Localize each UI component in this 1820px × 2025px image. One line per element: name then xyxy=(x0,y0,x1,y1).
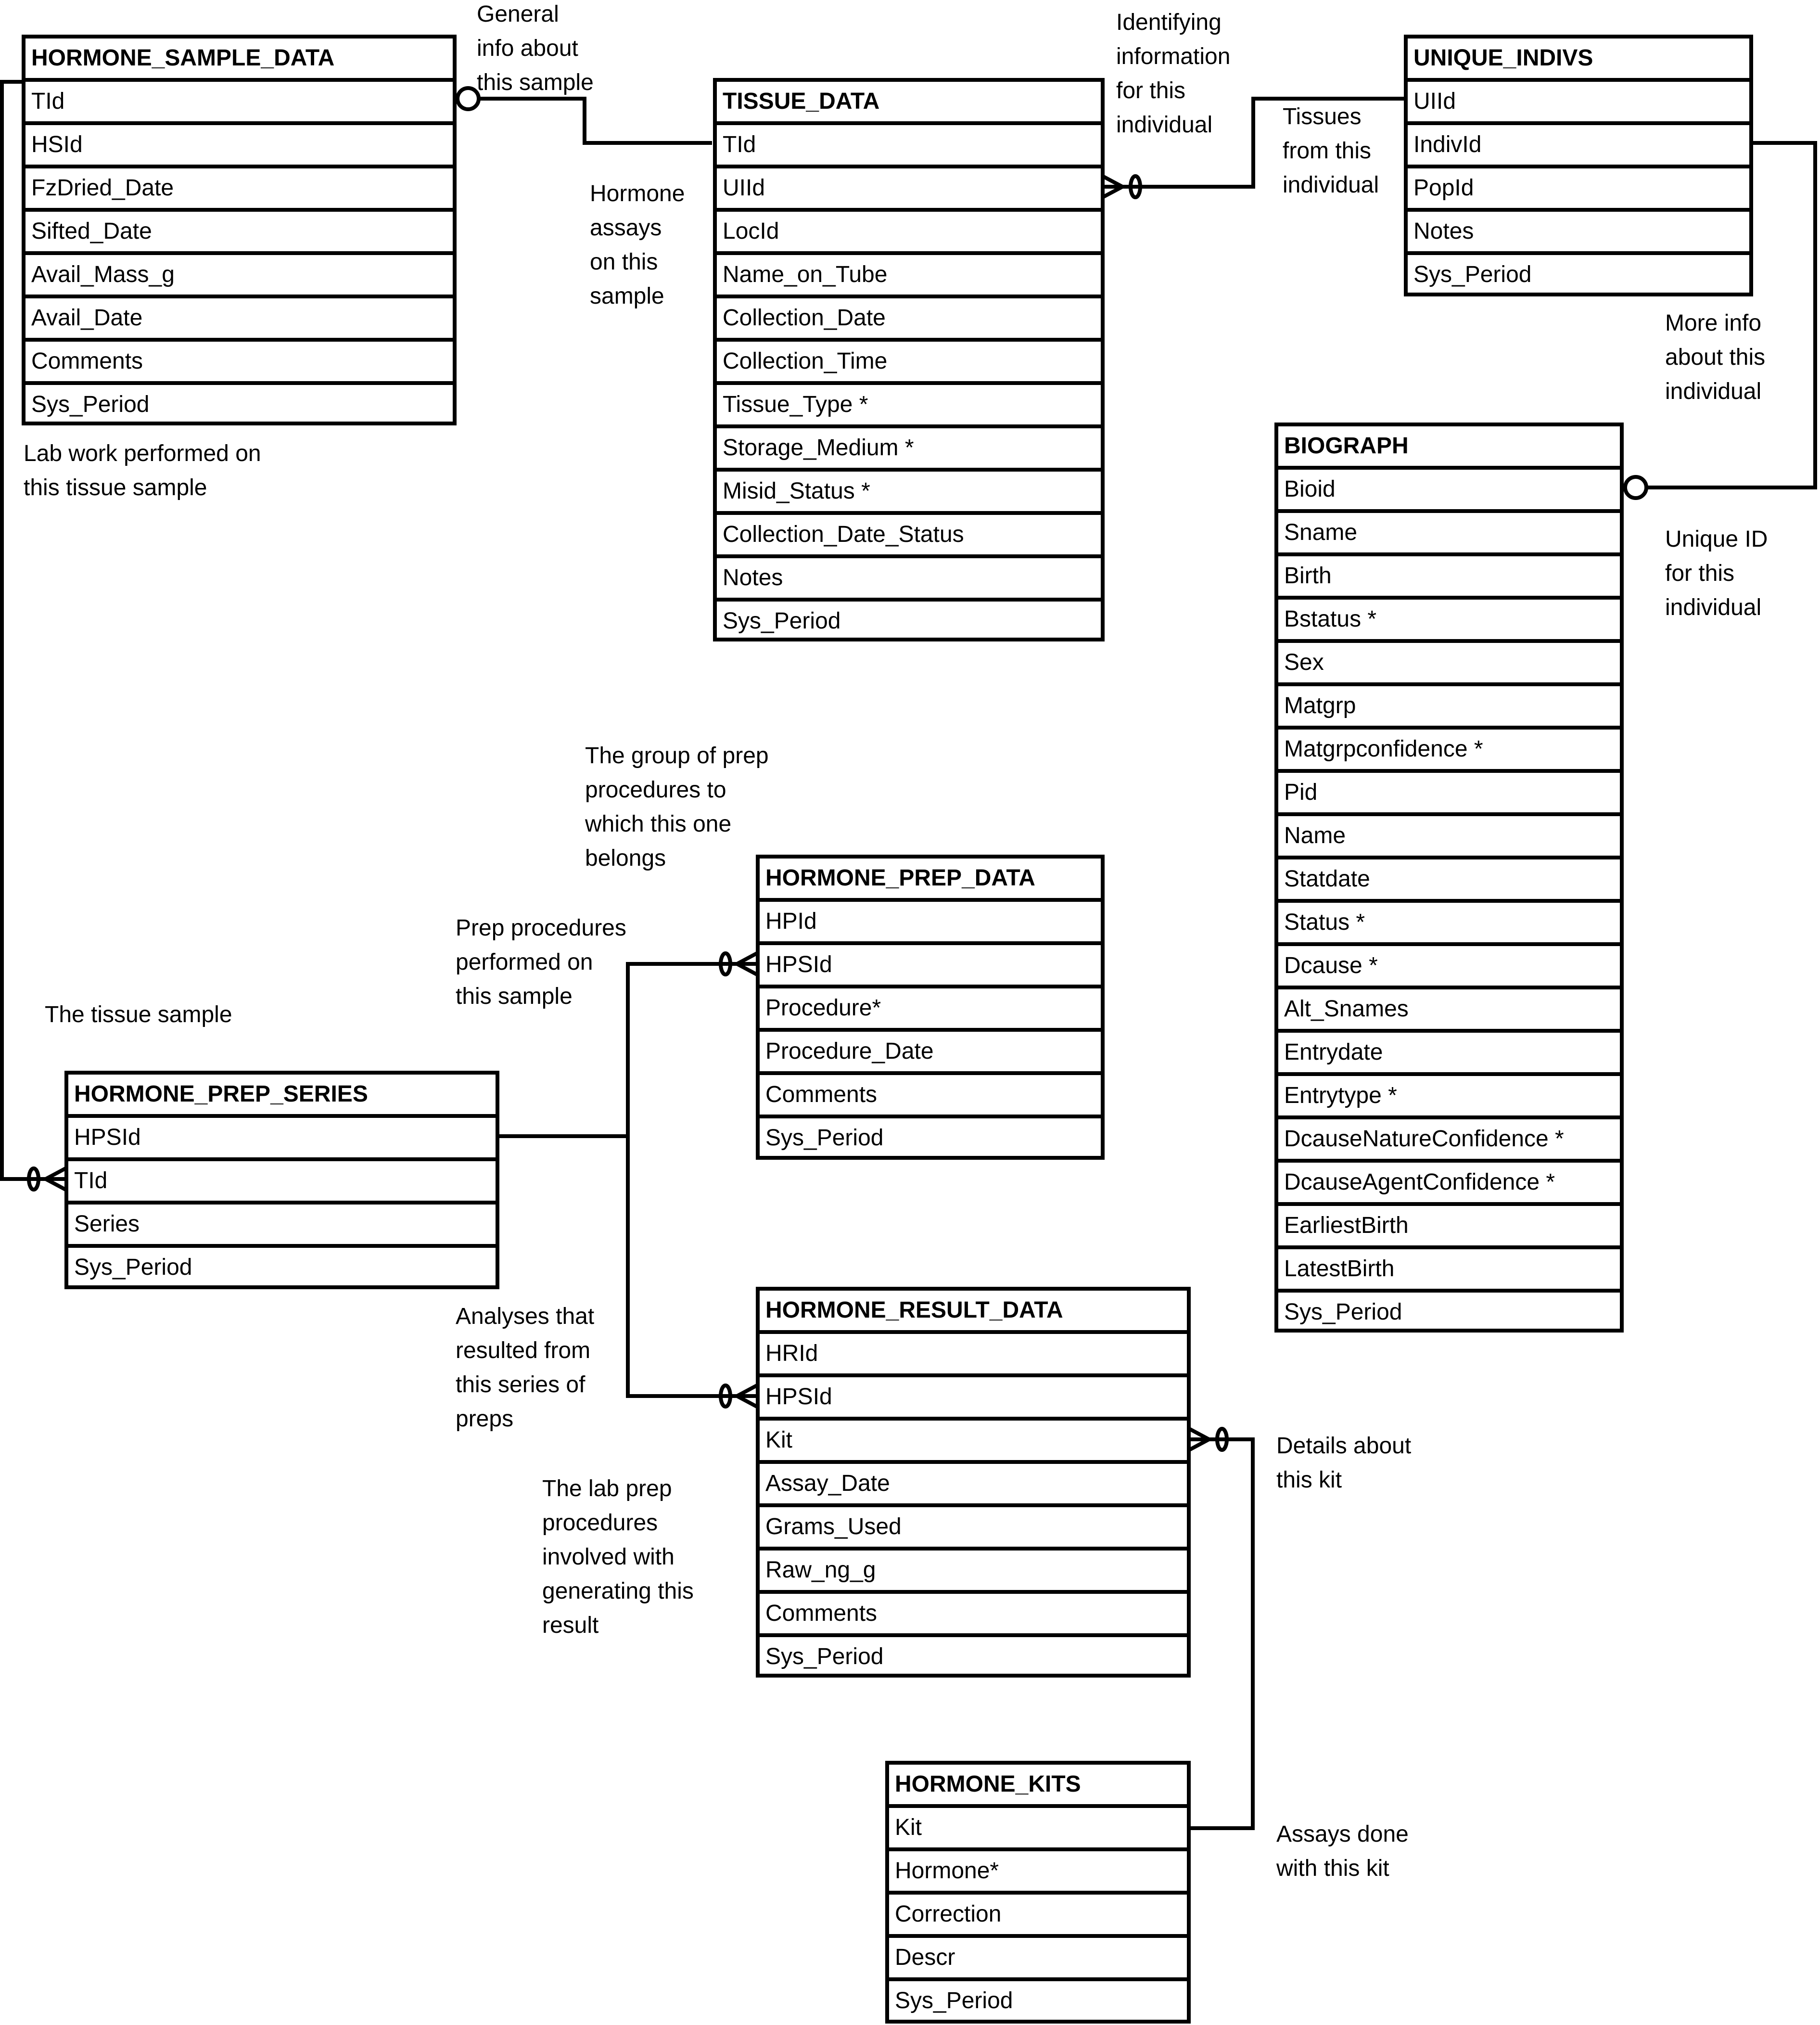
note-line: procedures to xyxy=(585,777,726,803)
field-row: HPSId xyxy=(760,945,1101,988)
field-row: Procedure_Date xyxy=(760,1032,1101,1075)
note-line: with this kit xyxy=(1276,1856,1389,1881)
note-assays-kit xyxy=(1276,1817,1409,1885)
field-row: Tissue_Type * xyxy=(717,385,1101,428)
field-row: Statdate xyxy=(1278,859,1620,903)
note-tissue-sample xyxy=(45,998,232,1032)
field-row: Hormone* xyxy=(889,1851,1187,1895)
field-row: DcauseNatureConfidence * xyxy=(1278,1119,1620,1163)
result-to-kits-line xyxy=(1188,1439,1253,1828)
note-general-info xyxy=(477,0,594,100)
field-row: Bstatus * xyxy=(1278,600,1620,643)
note-line: sample xyxy=(590,283,664,309)
field-row: Matgrp xyxy=(1278,686,1620,730)
series-to-result-line xyxy=(628,1136,758,1396)
note-line: procedures xyxy=(542,1510,658,1536)
field-row: Collection_Time xyxy=(717,342,1101,385)
note-line: for this xyxy=(1116,78,1186,103)
note-line: this sample xyxy=(456,984,573,1009)
note-line: More info xyxy=(1665,310,1762,336)
note-line: Identifying xyxy=(1116,10,1222,35)
entity-hormone-kits xyxy=(885,1761,1191,2024)
field-row: Assay_Date xyxy=(760,1464,1187,1507)
note-line: Tissues xyxy=(1283,104,1362,129)
note-line: about this xyxy=(1665,345,1766,370)
note-lab-prep xyxy=(542,1472,694,1642)
field-row: Misid_Status * xyxy=(717,472,1101,515)
note-line: preps xyxy=(456,1406,514,1432)
field-row: Comments xyxy=(25,342,453,385)
field-row: Series xyxy=(68,1205,496,1248)
note-line: individual xyxy=(1283,172,1379,198)
sample-to-tissue-line xyxy=(479,99,712,143)
note-line: The tissue sample xyxy=(45,1002,232,1027)
note-line: involved with xyxy=(542,1544,675,1570)
note-line: The group of prep xyxy=(585,743,769,769)
field-row: Comments xyxy=(760,1075,1101,1118)
field-row: Sname xyxy=(1278,513,1620,556)
zero-or-one-marker xyxy=(458,88,479,109)
note-unique-id xyxy=(1665,522,1768,625)
note-line: this sample xyxy=(477,70,594,95)
field-row: Sys_Period xyxy=(765,1125,884,1151)
entity-hormone-sample-data xyxy=(22,35,457,425)
field-row: Name_on_Tube xyxy=(717,255,1101,298)
note-line: information xyxy=(1116,44,1231,69)
entity-title: UNIQUE_INDIVS xyxy=(1408,38,1749,82)
field-row: Bioid xyxy=(1278,470,1620,513)
field-row: Procedure* xyxy=(760,988,1101,1032)
field-row: Dcause * xyxy=(1278,946,1620,989)
field-row: LatestBirth xyxy=(1278,1249,1620,1293)
entity-hormone-prep-series xyxy=(64,1071,499,1289)
note-line: belongs xyxy=(585,846,666,871)
note-line: Analyses that xyxy=(456,1304,595,1329)
field-row: UIId xyxy=(717,168,1101,212)
field-row: Sex xyxy=(1278,643,1620,686)
field-row: HSId xyxy=(25,125,453,168)
field-row: HRId xyxy=(760,1334,1187,1377)
entity-title: HORMONE_RESULT_DATA xyxy=(760,1291,1187,1334)
field-row: Alt_Snames xyxy=(1278,989,1620,1033)
field-row: TId xyxy=(717,125,1101,168)
field-row: Matgrpconfidence * xyxy=(1278,730,1620,773)
entity-hormone-result-data xyxy=(756,1287,1191,1678)
note-analyses xyxy=(456,1299,594,1436)
note-tissues-from xyxy=(1283,100,1379,202)
field-row: Raw_ng_g xyxy=(760,1551,1187,1594)
note-more-info xyxy=(1665,306,1765,409)
note-group-of-prep xyxy=(585,739,769,875)
entity-tissue-data xyxy=(713,78,1105,641)
field-row: HPSId xyxy=(760,1377,1187,1421)
entity-unique-indivs xyxy=(1404,35,1753,296)
field-row: Grams_Used xyxy=(760,1507,1187,1551)
field-row: PopId xyxy=(1408,168,1749,212)
field-row: Entrytype * xyxy=(1278,1076,1620,1119)
note-lab-work xyxy=(24,436,261,505)
entity-title: HORMONE_SAMPLE_DATA xyxy=(25,38,453,82)
field-row: Kit xyxy=(760,1421,1187,1464)
note-prep-procedures xyxy=(456,911,626,1013)
field-row: Comments xyxy=(760,1594,1187,1637)
field-row: Pid xyxy=(1278,773,1620,816)
field-row: Notes xyxy=(1408,212,1749,255)
note-line: for this xyxy=(1665,561,1735,586)
field-row: Sys_Period xyxy=(31,392,150,417)
field-row: Status * xyxy=(1278,903,1620,946)
note-line: individual xyxy=(1116,112,1213,138)
field-row: HPId xyxy=(760,902,1101,945)
field-row: Avail_Date xyxy=(25,298,453,342)
note-line: General xyxy=(477,1,559,27)
note-line: Unique ID xyxy=(1665,526,1768,552)
note-details-kit xyxy=(1276,1429,1411,1497)
note-identifying-info xyxy=(1116,5,1230,142)
note-line: this tissue sample xyxy=(24,475,207,500)
note-line: result xyxy=(542,1613,599,1638)
field-row: UIId xyxy=(1408,82,1749,125)
field-row: LocId xyxy=(717,212,1101,255)
field-row: Sys_Period xyxy=(74,1255,192,1280)
entity-title: HORMONE_KITS xyxy=(889,1765,1187,1808)
entity-title: HORMONE_PREP_DATA xyxy=(760,859,1101,902)
note-line: performed on xyxy=(456,949,593,975)
field-row: HPSId xyxy=(68,1118,496,1161)
note-line: which this one xyxy=(585,811,732,837)
note-line: from this xyxy=(1283,138,1372,164)
field-row: Collection_Date_Status xyxy=(717,515,1101,558)
note-line: assays xyxy=(590,215,662,241)
entity-biograph xyxy=(1274,423,1624,1333)
entity-title: HORMONE_PREP_SERIES xyxy=(68,1075,496,1118)
field-row: Kit xyxy=(889,1808,1187,1851)
field-row: Collection_Date xyxy=(717,298,1101,342)
field-row: Sys_Period xyxy=(1413,262,1532,287)
field-row: Correction xyxy=(889,1895,1187,1938)
field-row: Avail_Mass_g xyxy=(25,255,453,298)
note-line: info about xyxy=(477,36,578,61)
field-row: TId xyxy=(68,1161,496,1205)
field-row: Descr xyxy=(889,1938,1187,1981)
note-line: Prep procedures xyxy=(456,915,626,941)
field-row: Sys_Period xyxy=(723,608,841,634)
note-line: resulted from xyxy=(456,1338,591,1363)
note-line: Assays done xyxy=(1276,1821,1409,1847)
note-line: Hormone xyxy=(590,181,685,206)
note-hormone-assays xyxy=(590,177,685,313)
field-row: Birth xyxy=(1278,556,1620,600)
note-line: this series of xyxy=(456,1372,585,1397)
field-row: IndivId xyxy=(1408,125,1749,168)
field-row: Entrydate xyxy=(1278,1033,1620,1076)
note-line: on this xyxy=(590,249,658,275)
note-line: individual xyxy=(1665,379,1762,404)
note-line: Lab work performed on xyxy=(24,441,261,466)
note-line: this kit xyxy=(1276,1467,1342,1493)
entity-title: BIOGRAPH xyxy=(1278,426,1620,470)
field-row: Sys_Period xyxy=(765,1644,884,1669)
field-row: DcauseAgentConfidence * xyxy=(1278,1163,1620,1206)
field-row: Notes xyxy=(717,558,1101,602)
note-line: Details about xyxy=(1276,1433,1412,1459)
note-line: generating this xyxy=(542,1578,694,1604)
field-row: Name xyxy=(1278,816,1620,859)
field-row: EarliestBirth xyxy=(1278,1206,1620,1249)
field-row: Storage_Medium * xyxy=(717,428,1101,472)
entity-hormone-prep-data xyxy=(756,855,1105,1160)
field-row: TId xyxy=(25,82,453,125)
field-row: Sifted_Date xyxy=(25,212,453,255)
field-row: Sys_Period xyxy=(1284,1299,1402,1325)
note-line: The lab prep xyxy=(542,1476,672,1501)
note-line: individual xyxy=(1665,595,1762,620)
zero-or-one-marker xyxy=(1625,477,1646,498)
field-row: Sys_Period xyxy=(895,1988,1013,2013)
entity-title: TISSUE_DATA xyxy=(717,82,1101,125)
field-row: FzDried_Date xyxy=(25,168,453,212)
